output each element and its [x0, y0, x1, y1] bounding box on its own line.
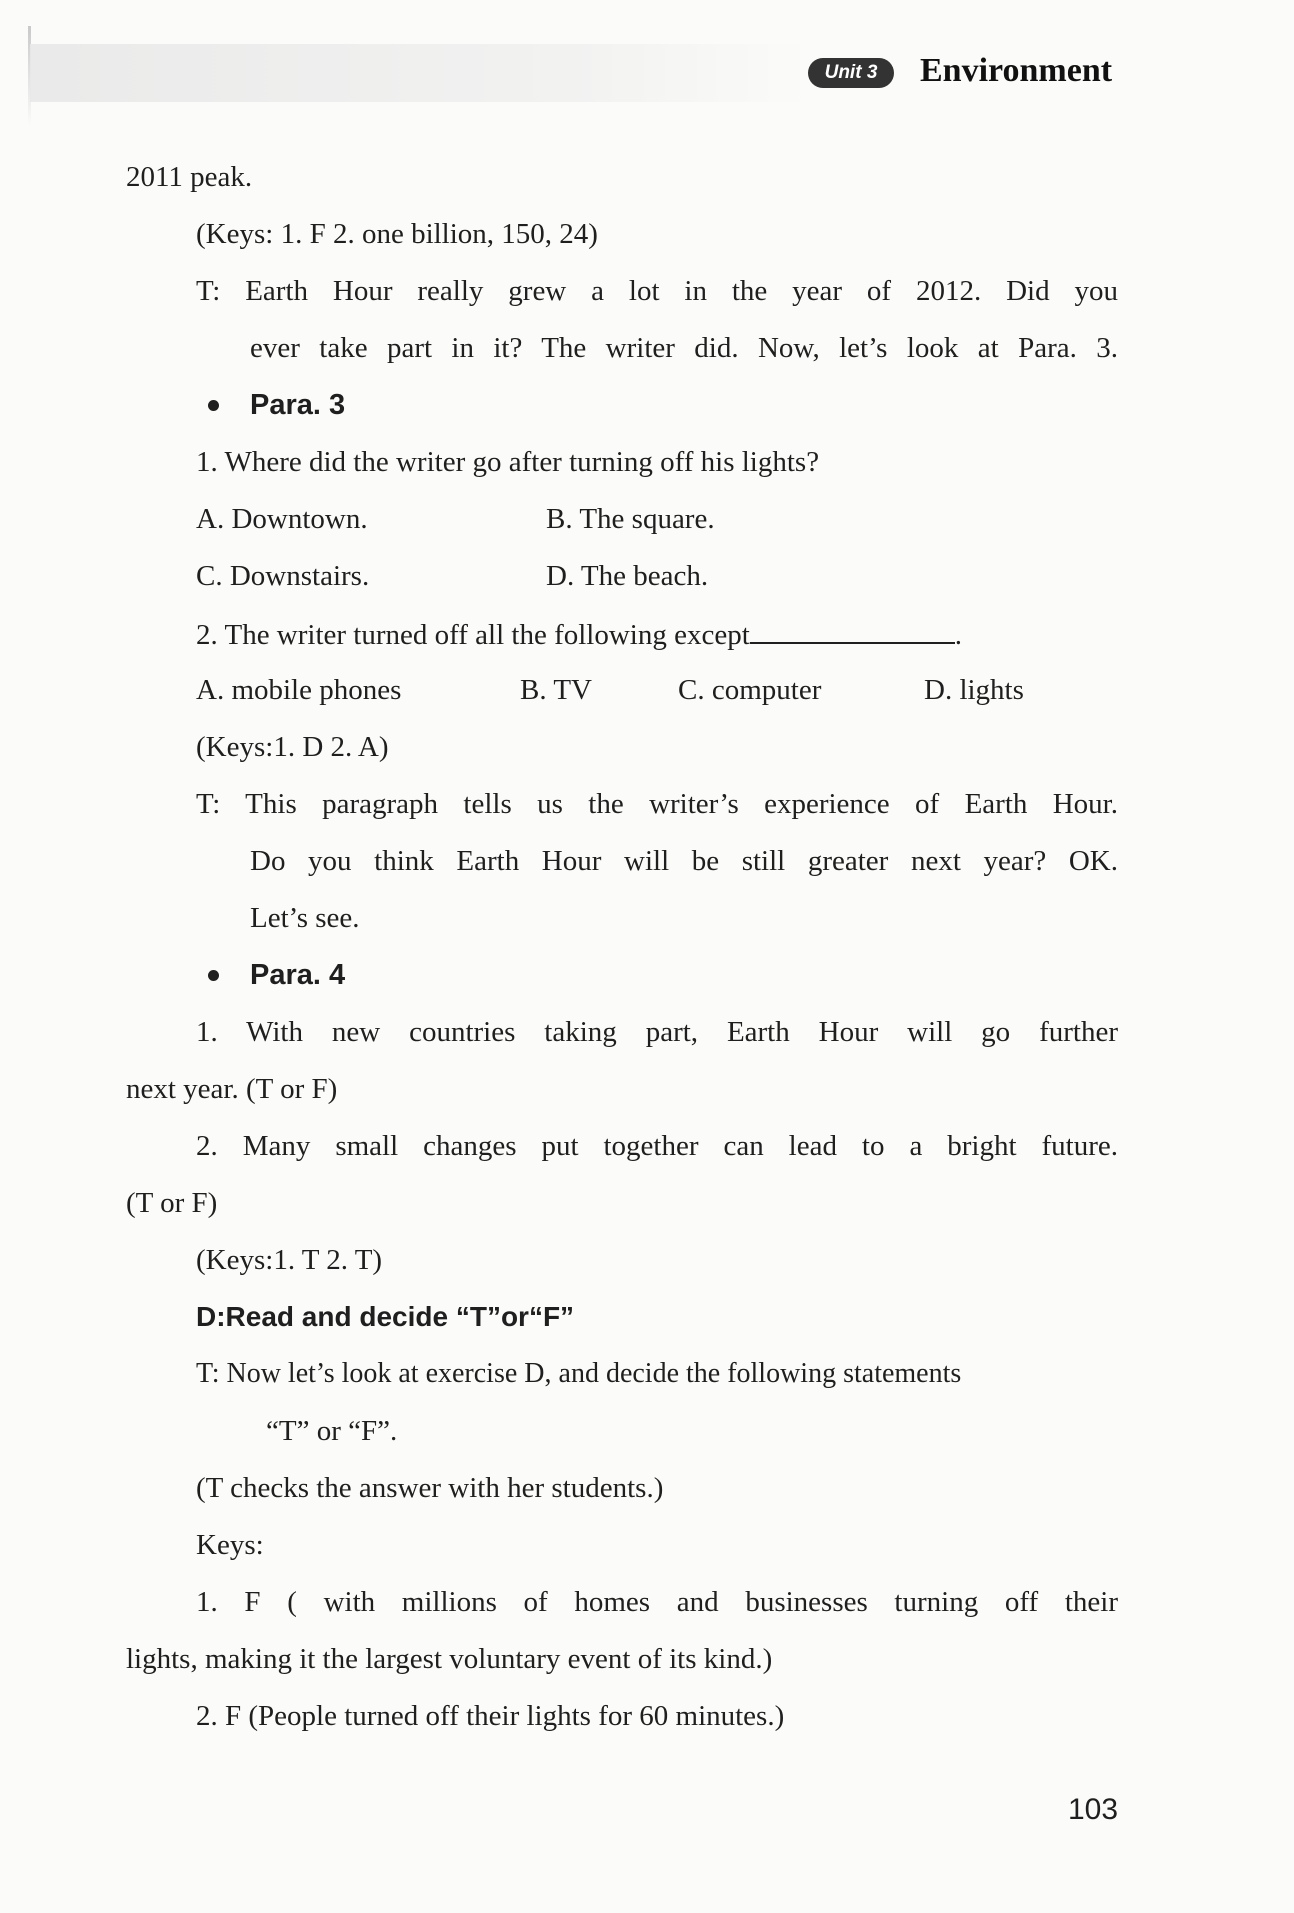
teacher-line: T: Earth Hour really grew a lot in the year of 2012. Did you	[196, 275, 1118, 307]
answer-line: 1. F ( with millions of homes and businesses turning off their	[196, 1586, 1118, 1618]
note-line: (T checks the answer with her students.)	[196, 1472, 664, 1504]
option: C. Downstairs.	[196, 560, 370, 592]
teacher-line: T: Now let’s look at exercise D, and decide the following statements	[196, 1358, 962, 1389]
question: 2. Many small changes put together can lead to a bright future.	[196, 1130, 1118, 1162]
question-text: 2. The writer turned off all the following except	[196, 619, 750, 651]
header-band	[30, 44, 810, 102]
keys-label: Keys:	[196, 1529, 264, 1561]
question	[196, 616, 962, 652]
question: next year. (T or F)	[126, 1073, 338, 1105]
teacher-line: T: This paragraph tells us the writer’s experience of Earth Hour.	[196, 788, 1118, 820]
option: D. lights	[924, 674, 1024, 706]
keys-line: (Keys:1. D 2. A)	[196, 731, 389, 763]
teacher-line: Let’s see.	[250, 902, 360, 934]
unit-title: Environment	[920, 52, 1113, 89]
option: B. TV	[520, 674, 592, 706]
keys-line: (Keys: 1. F 2. one billion, 150, 24)	[196, 218, 598, 250]
option: A. mobile phones	[196, 674, 402, 706]
question: 1. With new countries taking part, Earth Hour will go further	[196, 1016, 1118, 1048]
page-number: 103	[1068, 1793, 1119, 1826]
bullet-icon	[208, 970, 219, 981]
unit-badge: Unit 3	[808, 58, 894, 88]
text-line: 2011 peak.	[126, 161, 253, 193]
teacher-line: “T” or “F”.	[266, 1415, 398, 1447]
section-heading: Para. 3	[250, 389, 346, 421]
keys-line: (Keys:1. T 2. T)	[196, 1244, 383, 1276]
section-heading: Para. 4	[250, 959, 346, 991]
option: C. computer	[678, 674, 822, 706]
teacher-line: Do you think Earth Hour will be still greater next year? OK.	[250, 845, 1118, 877]
bullet-icon	[208, 400, 219, 411]
option: B. The square.	[546, 503, 715, 535]
question: 1. Where did the writer go after turning off his lights?	[196, 446, 820, 478]
option: A. Downtown.	[196, 503, 368, 535]
option: D. The beach.	[546, 560, 709, 592]
exercise-heading: D:Read and decide “T”or“F”	[196, 1301, 575, 1332]
question-end: .	[954, 619, 963, 651]
answer-line: lights, making it the largest voluntary event of its kind.)	[126, 1643, 773, 1675]
answer-line: 2. F (People turned off their lights for 60 minutes.)	[196, 1700, 785, 1732]
answer-blank	[750, 616, 955, 644]
question: (T or F)	[126, 1187, 218, 1219]
teacher-line: ever take part in it? The writer did. Now, let’s look at Para. 3.	[250, 332, 1118, 364]
